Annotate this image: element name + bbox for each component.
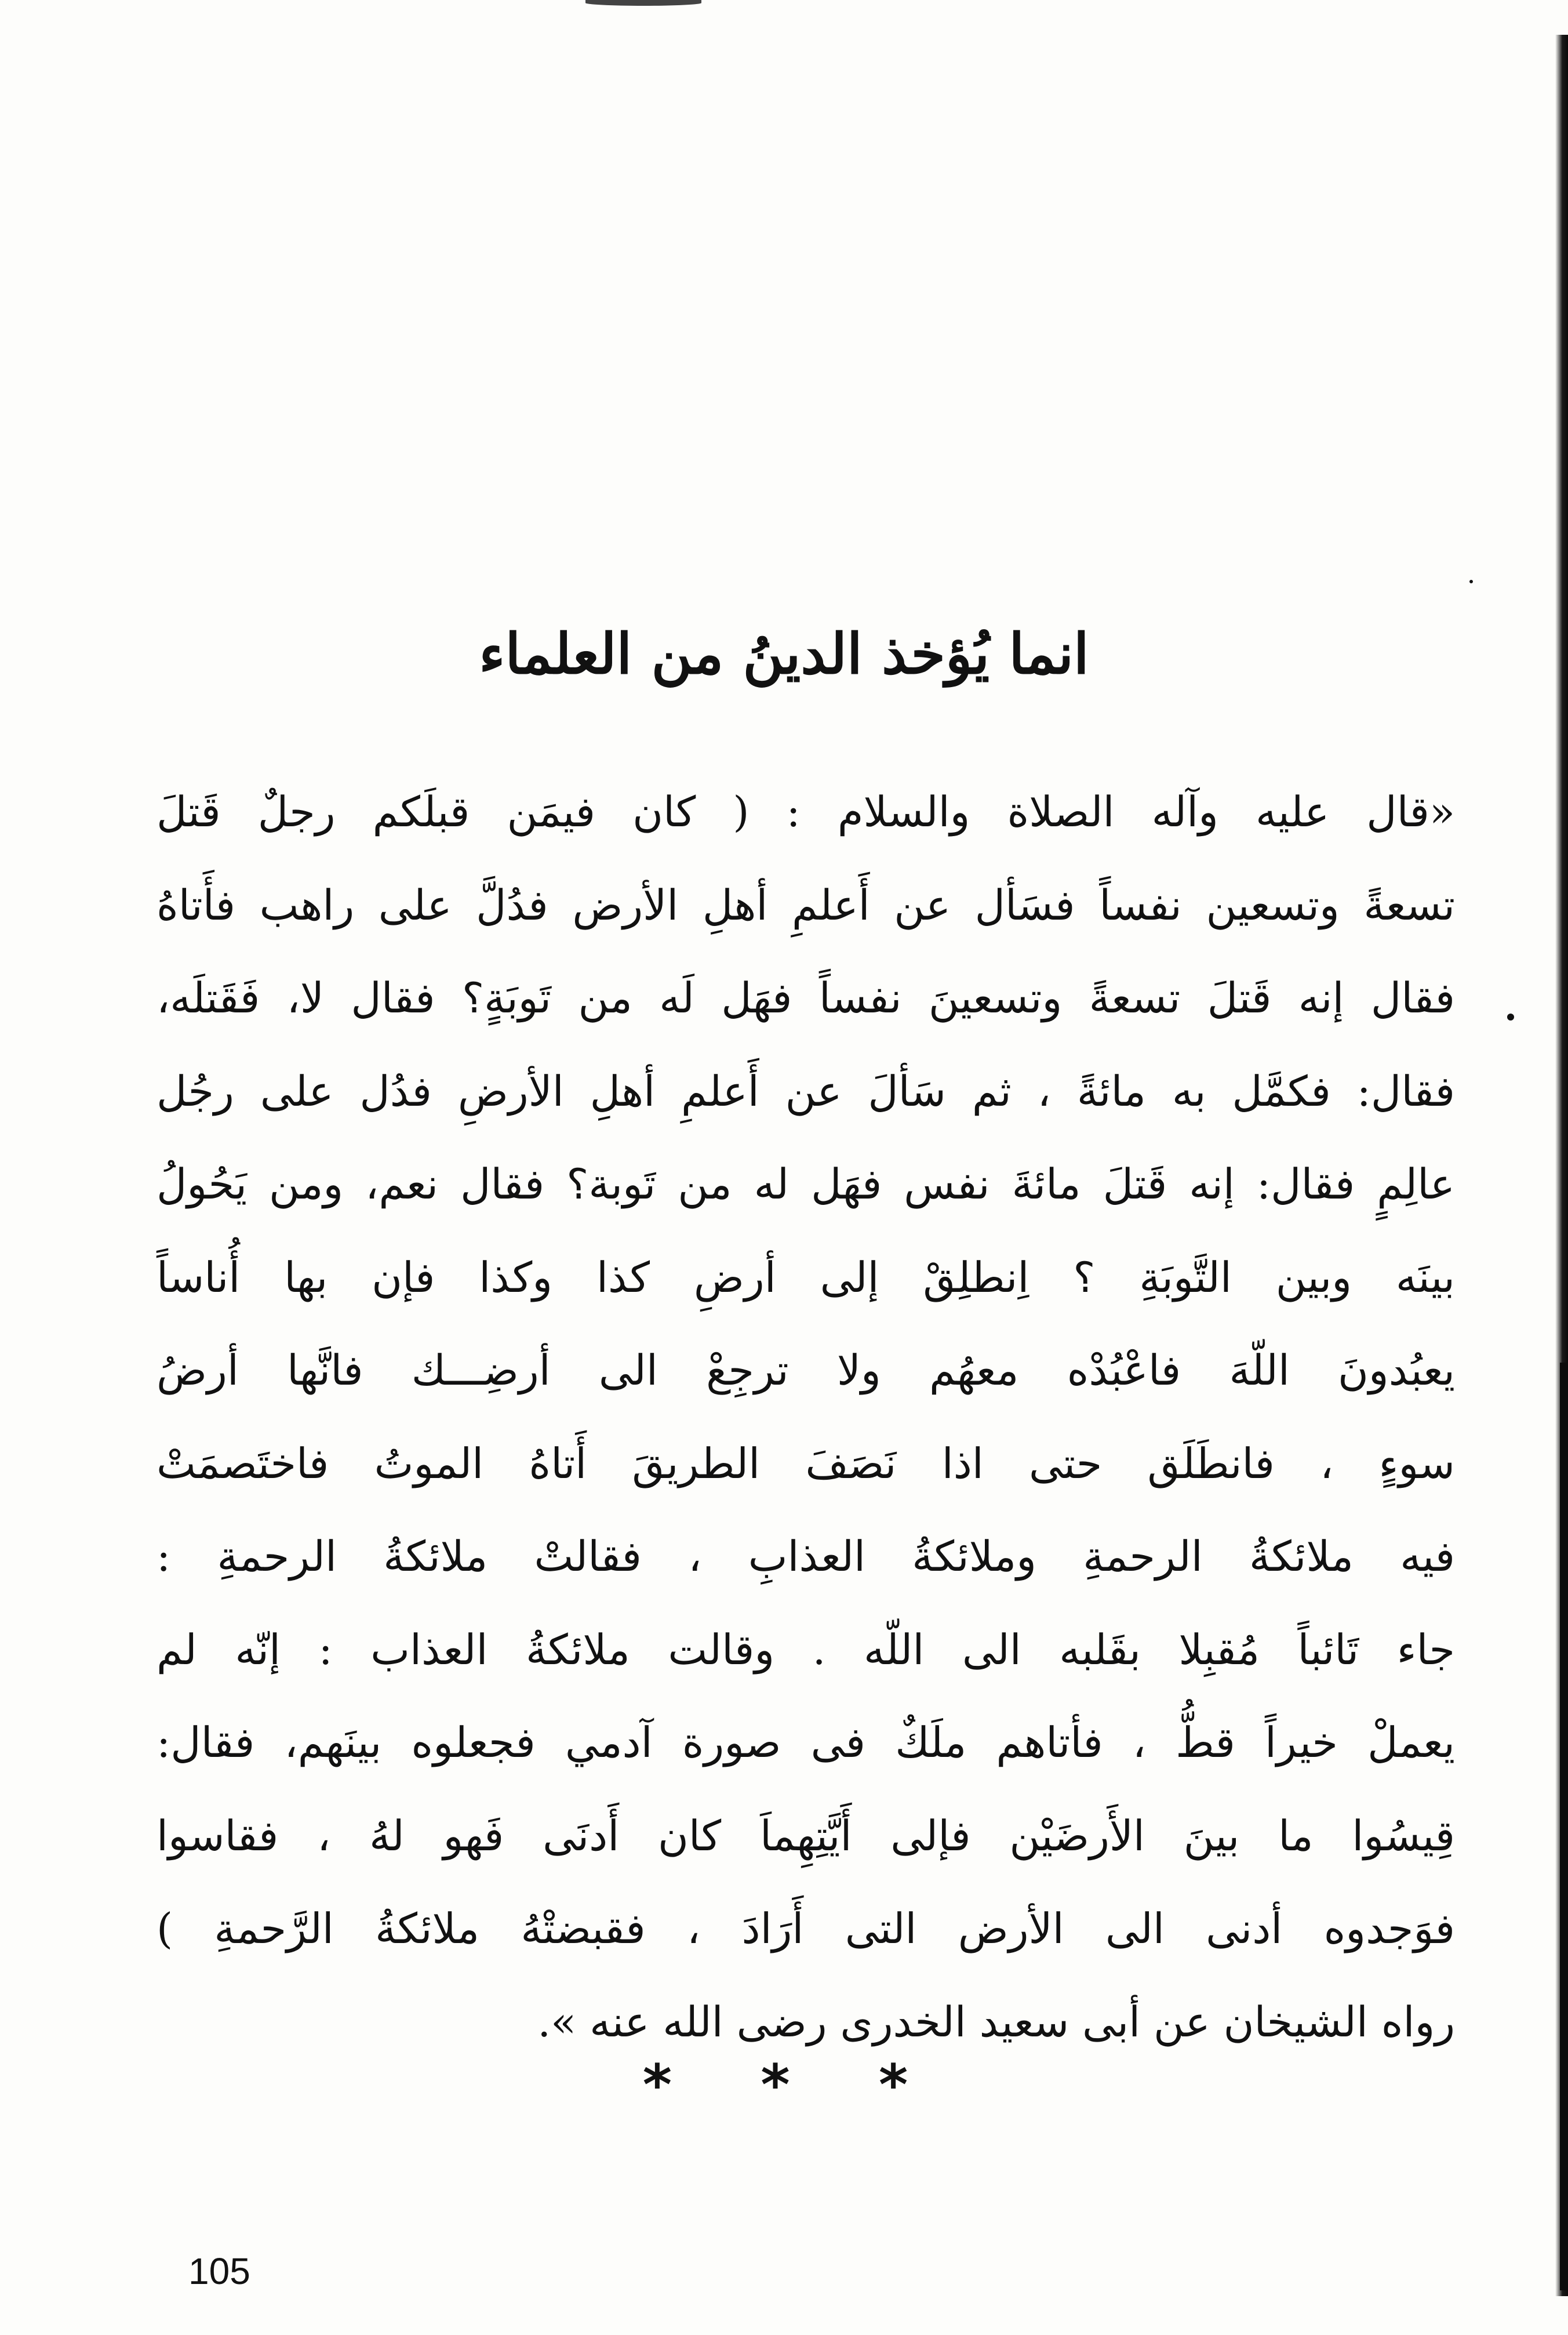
text-line: تسعةً وتسعين نفساً فسَأل عن أَعلمِ أهلِ الأرض فدُلَّ على راهب فأَتاهُ [157, 880, 1455, 929]
text-line: جاء تَائباً مُقبِلا بقَلبه الى اللّه . وقالت ملائكةُ العذاب : إنّه لم [157, 1625, 1455, 1674]
text-line: يعملْ خيراً قطُّ ، فأتاهم ملَكٌ فى صورة آدمي فجعلوه بينَهم، فقال: [157, 1718, 1455, 1767]
text-line: بينَه وبين التَّوبَةِ ؟ اِنطلِقْ إلى أرضِ كذا وكذا فإن بها أُناساً [157, 1252, 1455, 1302]
text-line: فقال إنه قَتلَ تسعةً وتسعينَ نفساً فهَل لَه من تَوبَةٍ؟ فقال لا، فَقَتلَه، [157, 974, 1455, 1022]
stray-ink-dot [1469, 580, 1473, 583]
text-line-source: رواه الشيخان عن أبى سعيد الخدرى رضى الله عنه ». [537, 1997, 1455, 2046]
page-title: انما يُؤخذ الدينُ من العلماء [479, 621, 1089, 687]
text-line: يعبُدونَ اللّهَ فاعْبُدْه معهُم ولا ترجِعْ الى أرضِـــك فانَّها أرضُ [157, 1346, 1455, 1395]
text-line: فوَجدوه أدنى الى الأرض التى أَرَادَ ، فقبضتْهُ ملائكةُ الرَّحمةِ ) [157, 1904, 1455, 1953]
section-separator: * * * [642, 2053, 926, 2118]
text-line: سوءٍ ، فانطَلَق حتى اذا نَصَفَ الطريقَ أَتاهُ الموتُ فاختَصمَتْ [157, 1439, 1455, 1488]
text-line: عالِمٍ فقال: إنه قَتلَ مائةَ نفس فهَل له من تَوبة؟ فقال نعم، ومن يَحُولُ [157, 1160, 1455, 1208]
stray-ink-dot [1507, 1014, 1514, 1021]
text-line: فقال: فكمَّل به مائةً ، ثم سَألَ عن أَعلمِ أهلِ الأرضِ فدُل على رجُل [157, 1066, 1455, 1116]
text-line: فيه ملائكةُ الرحمةِ وملائكةُ العذابِ ، فقالتْ ملائكةُ الرحمةِ : [157, 1532, 1455, 1581]
page-number: 105 [188, 2250, 250, 2292]
page-top-edge-shadow [585, 0, 701, 6]
hadith-text [157, 765, 1455, 2068]
text-line: قِيسُوا ما بينَ الأَرضَيْن فإلى أَيَّتِهِماَ كان أَدنَى فَهو لهُ ، فقاسوا [157, 1811, 1455, 1860]
page-binding-edge-lower [1560, 1363, 1568, 2290]
text-line: «قال عليه وآله الصلاة والسلام : ( كان فيمَن قبلَكم رجلٌ قَتلَ [157, 787, 1455, 836]
